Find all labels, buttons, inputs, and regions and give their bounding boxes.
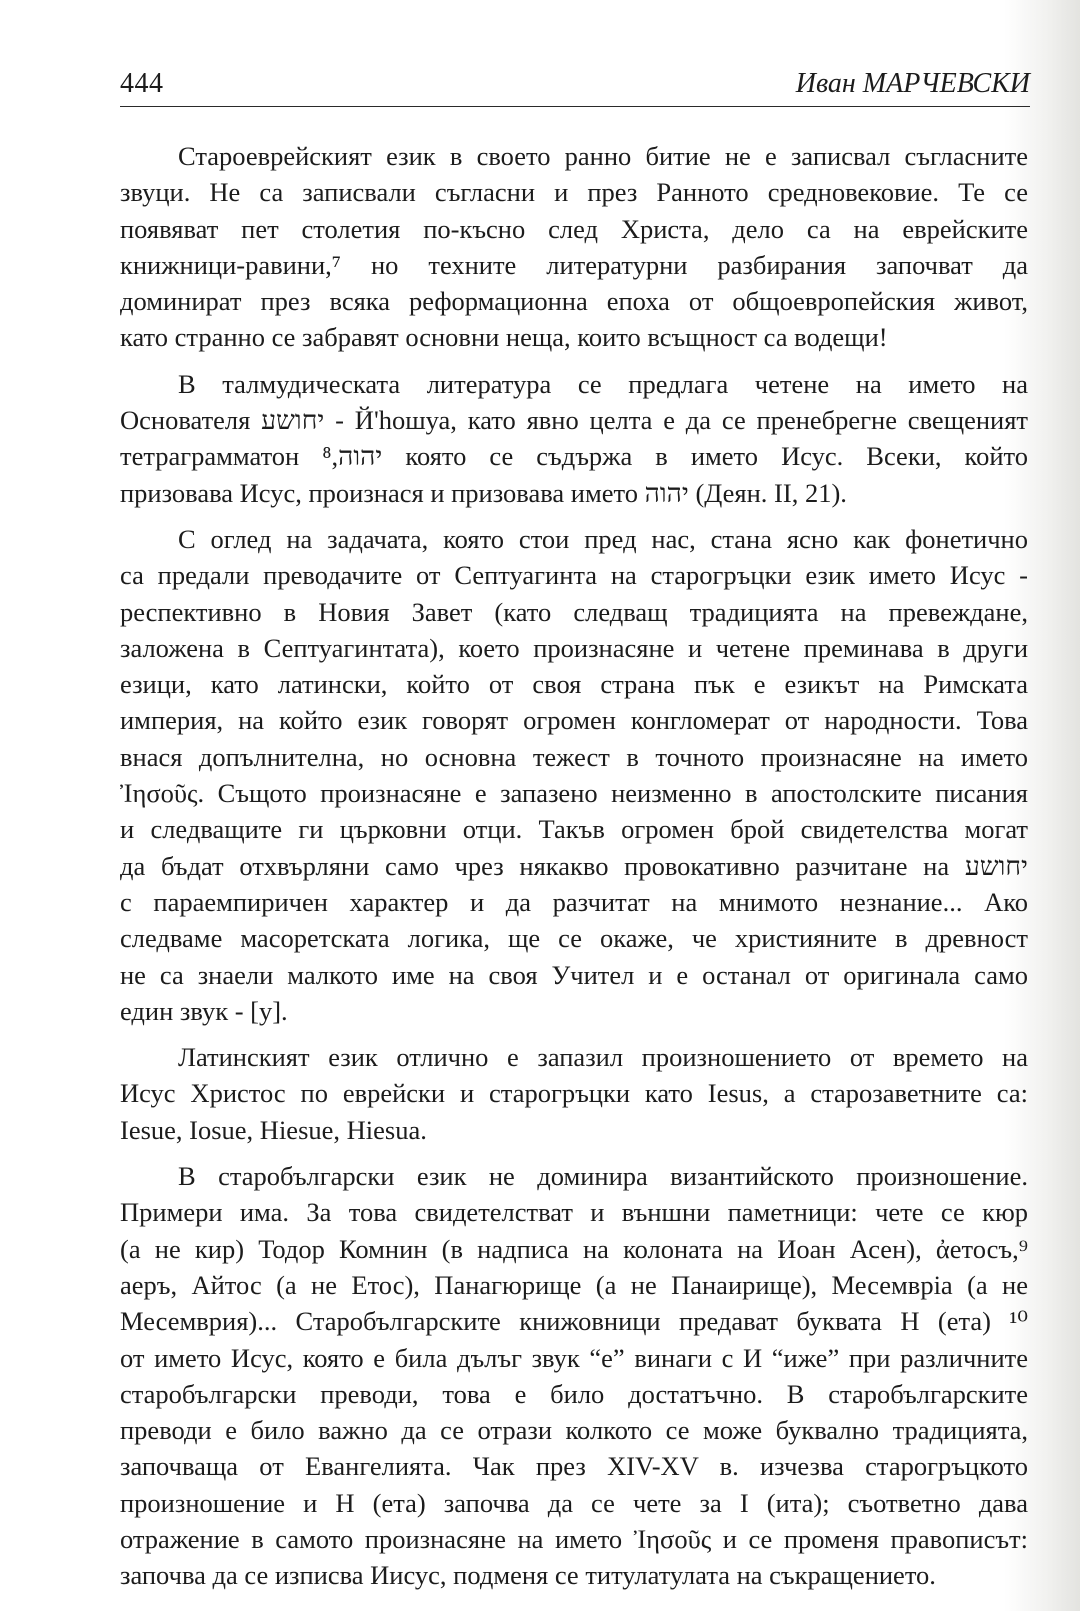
running-head-author: Иван МАРЧЕВСКИ	[795, 68, 1030, 99]
text-line: с параемпиричен характер и да разчитат на мнимото незнание... Ако	[120, 886, 1028, 917]
text-line: (а не кир) Тодор Комнин (в надписа на колоната на Иоан Асен), ἀетосъ,⁹	[120, 1233, 1028, 1264]
text-line: старобългарски преводи, това е било достатъчно. В старобългарските	[120, 1378, 1028, 1409]
paragraph-5	[120, 1158, 1028, 1594]
text-line: Примери има. За това свидетелстват и външни паметници: чете се кюр	[120, 1197, 1028, 1228]
text-line: Основателя יחושע - Й'hошуа, като явно целта е да се пренебрегне свещеният	[120, 405, 1028, 436]
text-line: не са знаели малкото име на своя Учител и е останал от оригинала само	[120, 959, 1028, 990]
text-line: езици, като латински, който от своя страна пък е езикът на Римската	[120, 669, 1028, 700]
text-line: В старобългарски език не доминира византийското произношение.	[178, 1161, 1028, 1192]
text-line: респективно в Новия Завет (като следващ традицията на превеждане,	[120, 596, 1028, 627]
text-line: появяват пет столетия по-късно след Христа, дело са на еврейските	[120, 213, 1028, 244]
text-line: да бъдат отхвърляни само чрез някакво провокативно разчитане на יחושע	[120, 850, 1028, 881]
paragraph-3	[120, 521, 1028, 1029]
text-line: Староеврейският език в своето ранно битие не е записвал съгласните	[178, 141, 1028, 171]
running-head	[120, 66, 1030, 107]
paragraph-4	[120, 1039, 1028, 1148]
text-line: Ἰησοῦς. Същото произнасяне е запазено неизменно в апостолските писания	[120, 778, 1028, 809]
body-text	[120, 138, 1028, 1604]
text-line: един звук - [у].	[120, 995, 288, 1026]
text-line: започваща от Евангелията. Чак през XIV-XV в. изчезва старогръцкото	[120, 1451, 1028, 1482]
text-line: аеръ, Айтос (а не Етос), Панагюрище (а не Панаирище), Месемвріа (а не	[120, 1269, 1028, 1300]
text-line: В талмудическата литература се предлага четене на името на	[178, 368, 1028, 399]
paragraph-2	[120, 366, 1028, 511]
text-line: внася допълнителна, но основна тежест в точното произнасяне на името	[120, 741, 1028, 772]
text-line: книжници-равини,⁷ но техните литературни разбирания започват да	[120, 249, 1028, 280]
text-line: преводи е било важно да се отрази колкото се може буквално традицията,	[120, 1415, 1028, 1446]
text-line: и следващите ги църковни отци. Такъв огромен брой свидетелства могат	[120, 814, 1028, 845]
text-line: започва да се изписва Иисус, подменя се титулатулата на съкращението.	[120, 1560, 936, 1591]
text-line: Iesue, Iosue, Hiesue, Hiesua.	[120, 1114, 427, 1145]
text-line: са предали преводачите от Септуагинта на старогръцки език името Исус -	[120, 560, 1028, 591]
text-line: като странно се забравят основни неща, които всъщност са водещи!	[120, 322, 888, 353]
text-line: звуци. Не са записвали съгласни и през Ранното средновековие. Те се	[120, 177, 1028, 208]
text-line: отражение в самото произнасяне на името Ἰησοῦς и се променя правописът:	[120, 1523, 1028, 1554]
text-line: заложена в Септуагинтата), което произнасяне и четене преминава в други	[120, 632, 1028, 663]
text-line: от името Исус, която е била дълъг звук “е” винаги с И “иже” при различните	[120, 1342, 1028, 1373]
text-line: С оглед на задачата, която стои пред нас, стана ясно как фонетично	[178, 523, 1028, 554]
text-line: доминират през всяка реформационна епоха от общоевропейския живот,	[120, 286, 1028, 317]
page-number: 444	[120, 68, 164, 99]
paragraph-1	[120, 138, 1028, 356]
text-line: произношение и Н (ета) започва да се чете за I (ита); съответно дава	[120, 1487, 1028, 1518]
text-line: следваме масоретската логика, ще се окаже, че християните в древност	[120, 923, 1028, 954]
text-line: Месемврия)... Старобългарските книжовници предават буквата Н (ета) ¹⁰	[120, 1306, 1028, 1337]
text-line: Исус Христос по еврейски и старогръцки като Iesus, а старозаветните са:	[120, 1078, 1028, 1109]
text-line: тетраграмматон יהוה,⁸ която се съдържа в името Исус. Всеки, който	[120, 441, 1028, 472]
text-line: призовава Исус, произнася и призовава името יהוה (Деян. II, 21).	[120, 477, 847, 508]
text-line: Латинският език отлично е запазил произношението от времето на	[178, 1042, 1028, 1073]
text-line: империя, на който език говорят огромен конгломерат от народности. Това	[120, 705, 1028, 736]
